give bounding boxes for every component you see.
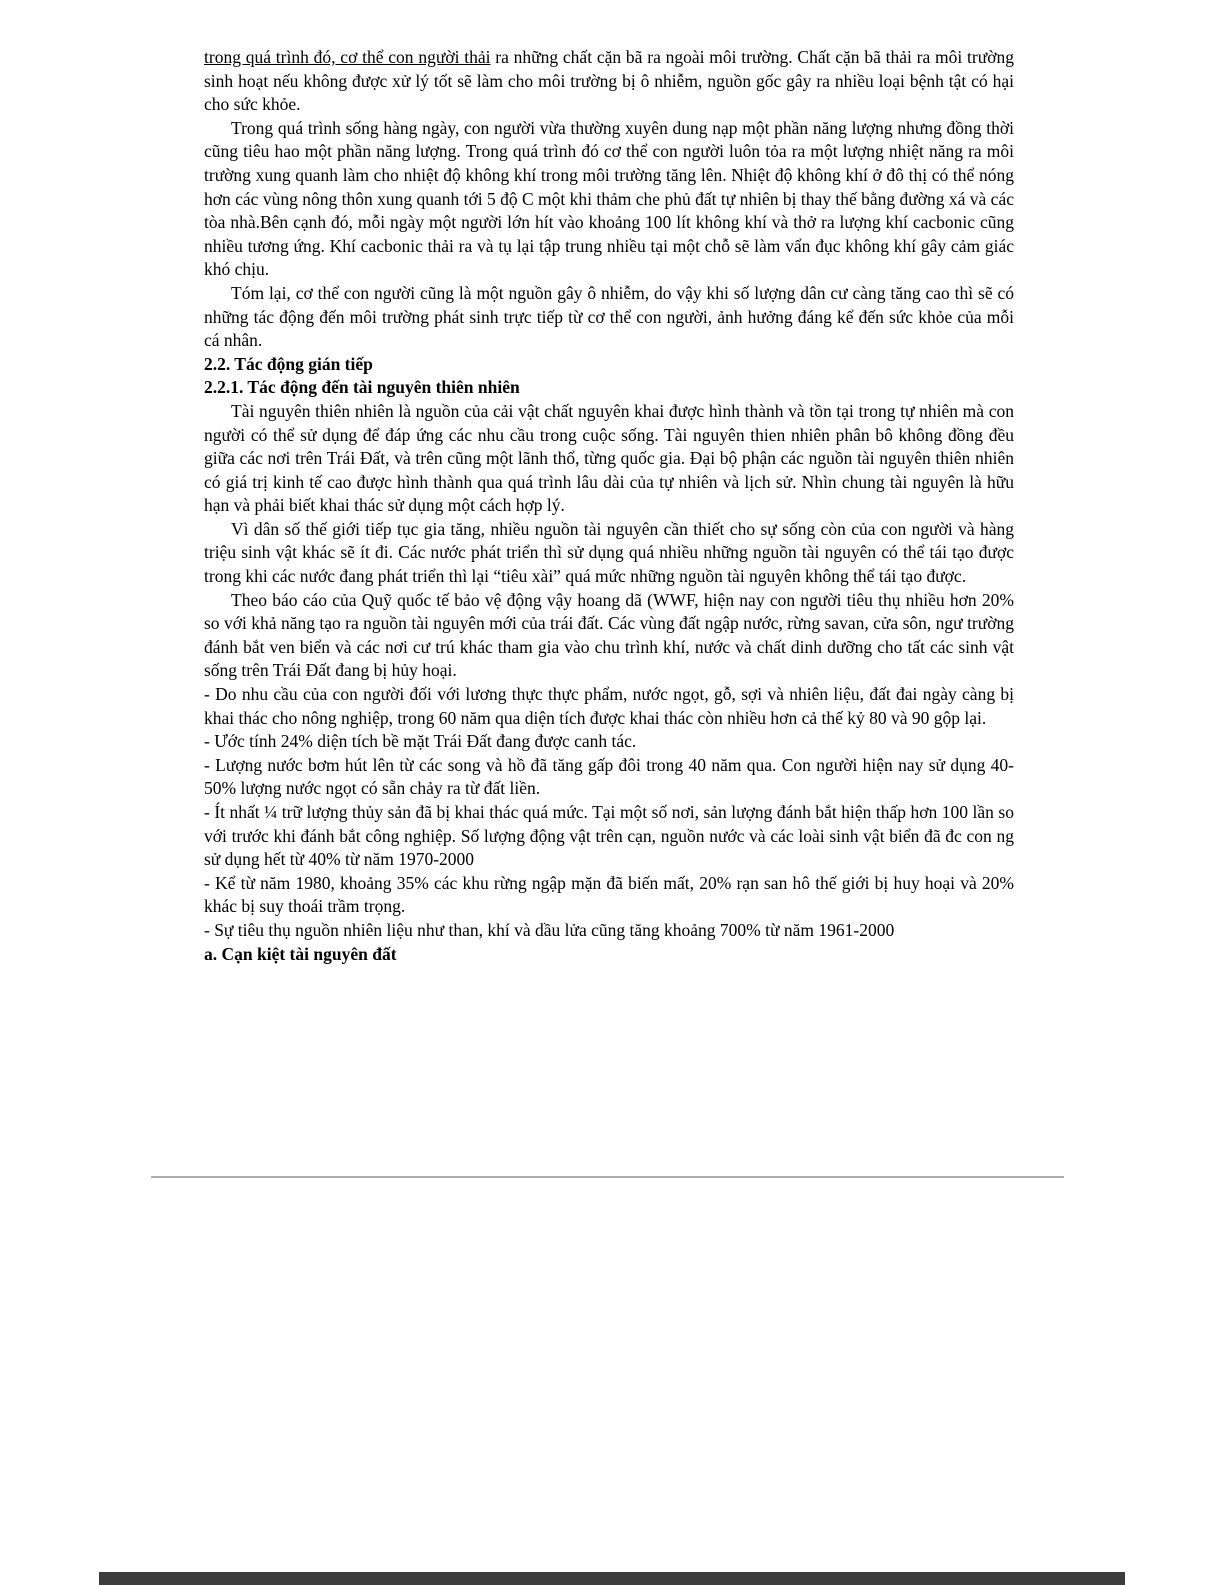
document-page	[204, 46, 1014, 966]
paragraph: Theo báo cáo của Quỹ quốc tế bảo vệ động vậy hoang dã (WWF, hiện nay con người tiêu thụ nhiều hơn 20% so với khả năng tạo ra nguồn tài nguyên mới của trái đất. Các vùng đất ngập nước, rừng savan, cửa sôn, ngư trường đánh bắt ven biển và các nơi cư trú khác tham gia vào chu trình khí, nước và chất dinh dưỡng cho tất các sinh vật sống trên Trái Đất đang bị hủy hoại.	[204, 589, 1014, 681]
paragraph-text: ra những chất cặn bã ra ngoài môi trường. Chất cặn bã thải ra môi trường sinh hoạt nếu không được xử lý tốt sẽ làm cho môi trường bị ô nhiễm, nguồn gốc gây ra nhiều loại bệnh tật có hại cho sức khỏe.	[204, 47, 1014, 115]
bullet-item: - Ít nhất ¼ trữ lượng thủy sản đã bị khai thác quá mức. Tại một số nơi, sản lượng đánh bắt hiện thấp hơn 100 lần so với trước khi đánh bắt công nghiệp. Số lượng động vật trên cạn, nguồn nước và các loài sinh vật biển đã đc con ng sử dụng hết từ 40% từ năm 1970-2000	[204, 802, 1014, 870]
section-heading-2-2: 2.2. Tác động gián tiếp	[204, 353, 373, 374]
paragraph: Tóm lại, cơ thể con người cũng là một nguồn gây ô nhiễm, do vậy khi số lượng dân cư càng tăng cao thì sẽ có những tác động đến môi trường phát sinh trực tiếp từ cơ thể con người, ảnh hưởng đáng kể đến sức khỏe của mỗi cá nhân.	[204, 282, 1014, 351]
paragraph: Tài nguyên thiên nhiên là nguồn của cải vật chất nguyên khai được hình thành và tồn tại trong tự nhiên mà con người có thể sử dụng để đáp ứng các nhu cầu trong cuộc sống. Tài nguyên thien nhiên phân bô không đồng đều giữa các nơi trên Trái Đất, và trên cũng một lãnh thổ, từng quốc gia. Đại bộ phận các nguồn tài nguyên thiên nhiên có giá trị kinh tế cao được hình thành qua quá trình lâu dài của tự nhiên và lịch sử. Nhìn chung tài nguyên là hữu hạn và phải biết khai thác sử dụng một cách hợp lý.	[204, 400, 1014, 516]
underlined-text: trong quá trình đó, cơ thể con người thải	[204, 47, 491, 67]
paragraph-continuation	[204, 46, 1014, 117]
bullet-item: - Do nhu cầu của con người đối với lương thực thực phẩm, nước ngọt, gỗ, sợi và nhiên liệu, đất đai ngày càng bị khai thác cho nông nghiệp, trong 60 năm qua diện tích được khai thác còn nhiều hơn cả thế kỷ 80 và 90 gộp lại.	[204, 684, 1014, 728]
paragraph: Vì dân số thế giới tiếp tục gia tăng, nhiều nguồn tài nguyên cần thiết cho sự sống còn của con người và hàng triệu sinh vật khác sẽ ít đi. Các nước phát triển thì sử dụng quá nhiều những nguồn tài nguyên có thể tái tạo được trong khi các nước đang phát triển thì lại “tiêu xài” quá mức những nguồn tài nguyên không thể tái tạo được.	[204, 518, 1014, 587]
bullet-item: - Sự tiêu thụ nguồn nhiên liệu như than, khí và dầu lửa cũng tăng khoảng 700% từ năm 1961-2000	[204, 919, 895, 940]
section-heading-2-2-1: 2.2.1. Tác động đến tài nguyên thiên nhiên	[204, 377, 520, 398]
section-heading-a: a. Cạn kiệt tài nguyên đất	[204, 943, 397, 964]
bullet-item: - Ước tính 24% diện tích bề mặt Trái Đất đang được canh tác.	[204, 731, 637, 752]
next-page-edge	[99, 1572, 1125, 1585]
bullet-item: - Kể từ năm 1980, khoảng 35% các khu rừng ngập mặn đã biến mất, 20% rạn san hô thế giới bị huy hoại và 20% khác bị suy thoái trầm trọng.	[204, 872, 1014, 917]
paragraph: Trong quá trình sống hàng ngày, con người vừa thường xuyên dung nạp một phần năng lượng nhưng đồng thời cũng tiêu hao một phần năng lượng. Trong quá trình đó cơ thể con người luôn tỏa ra một lượng nhiệt năng ra môi trường xung quanh làm cho nhiệt độ không khí trong môi trường tăng lên. Nhiệt độ không khí ở đô thị có thể nóng hơn các vùng nông thôn xung quanh tới 5 độ C một khi thảm che phủ đất tự nhiên bị thay thế bằng đường xá và các tòa nhà.Bên cạnh đó, mỗi ngày một người lớn hít vào khoảng 100 lít không khí và thở ra lượng khí cacbonic cũng nhiều tương ứng. Khí cacbonic thải ra và tụ lại tập trung nhiều tại một chỗ sẽ làm vẩn đục không khí gây cảm giác khó chịu.	[204, 117, 1014, 280]
bullet-item: - Lượng nước bơm hút lên từ các song và hồ đã tăng gấp đôi trong 40 năm qua. Con người hiện nay sử dụng 40-50% lượng nước ngọt có sẵn chảy ra từ đất liền.	[204, 754, 1014, 799]
page-divider-line	[151, 1176, 1064, 1178]
